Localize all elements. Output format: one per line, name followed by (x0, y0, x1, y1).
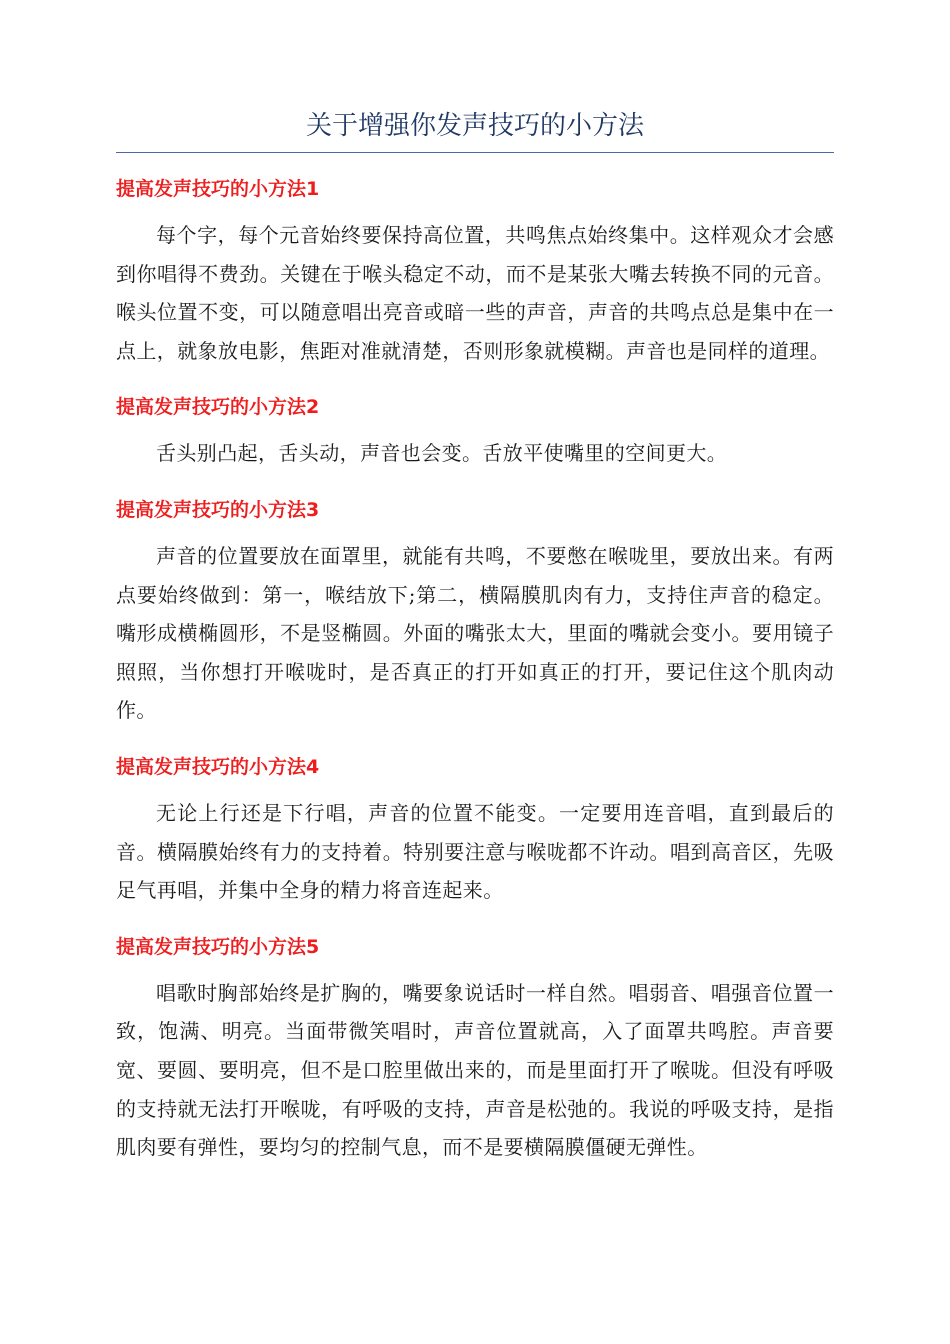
section-5 (116, 910, 834, 1167)
document-page (116, 108, 834, 1167)
document-title: 关于增强你发声技巧的小方法 (116, 108, 834, 153)
section-heading: 提高发声技巧的小方法3 (116, 498, 320, 521)
section-heading: 提高发声技巧的小方法5 (116, 935, 320, 958)
section-3 (116, 473, 834, 730)
section-1 (116, 153, 834, 370)
section-body: 声音的位置要放在面罩里，就能有共鸣，不要憋在喉咙里，要放出来。有两点要始终做到：第一，喉结放下;第二，横隔膜肌肉有力，支持住声音的稳定。嘴形成横椭圆形，不是竖椭圆。外面的嘴张太大，里面的嘴就会变小。要用镜子照照，当你想打开喉咙时，是否真正的打开如真正的打开，要记住这个肌肉动作。 (116, 543, 834, 723)
section-heading: 提高发声技巧的小方法4 (116, 755, 320, 778)
section-heading: 提高发声技巧的小方法2 (116, 396, 320, 419)
section-body: 无论上行还是下行唱，声音的位置不能变。一定要用连音唱，直到最后的音。横隔膜始终有力的支持着。特别要注意与喉咙都不许动。唱到高音区，先吸足气再唱，并集中全身的精力将音连起来。 (116, 800, 834, 903)
section-body: 每个字，每个元音始终要保持高位置，共鸣焦点始终集中。这样观众才会感到你唱得不费劲。关键在于喉头稳定不动，而不是某张大嘴去转换不同的元音。喉头位置不变，可以随意唱出亮音或暗一些的声音，声音的共鸣点总是集中在一点上，就象放电影，焦距对准就清楚，否则形象就模糊。声音也是同样的道理。 (116, 223, 834, 363)
section-body: 唱歌时胸部始终是扩胸的，嘴要象说话时一样自然。唱弱音、唱强音位置一致，饱满、明亮。当面带微笑唱时，声音位置就高，入了面罩共鸣腔。声音要宽、要圆、要明亮，但不是口腔里做出来的，而是里面打开了喉咙。但没有呼吸的支持就无法打开喉咙，有呼吸的支持，声音是松弛的。我说的呼吸支持，是指肌肉要有弹性，要均匀的控制气息，而不是要横隔膜僵硬无弹性。 (116, 980, 834, 1160)
section-body: 舌头别凸起，舌头动，声音也会变。舌放平使嘴里的空间更大。 (156, 441, 728, 466)
section-4 (116, 730, 834, 910)
section-2 (116, 370, 834, 473)
section-heading: 提高发声技巧的小方法1 (116, 178, 320, 200)
